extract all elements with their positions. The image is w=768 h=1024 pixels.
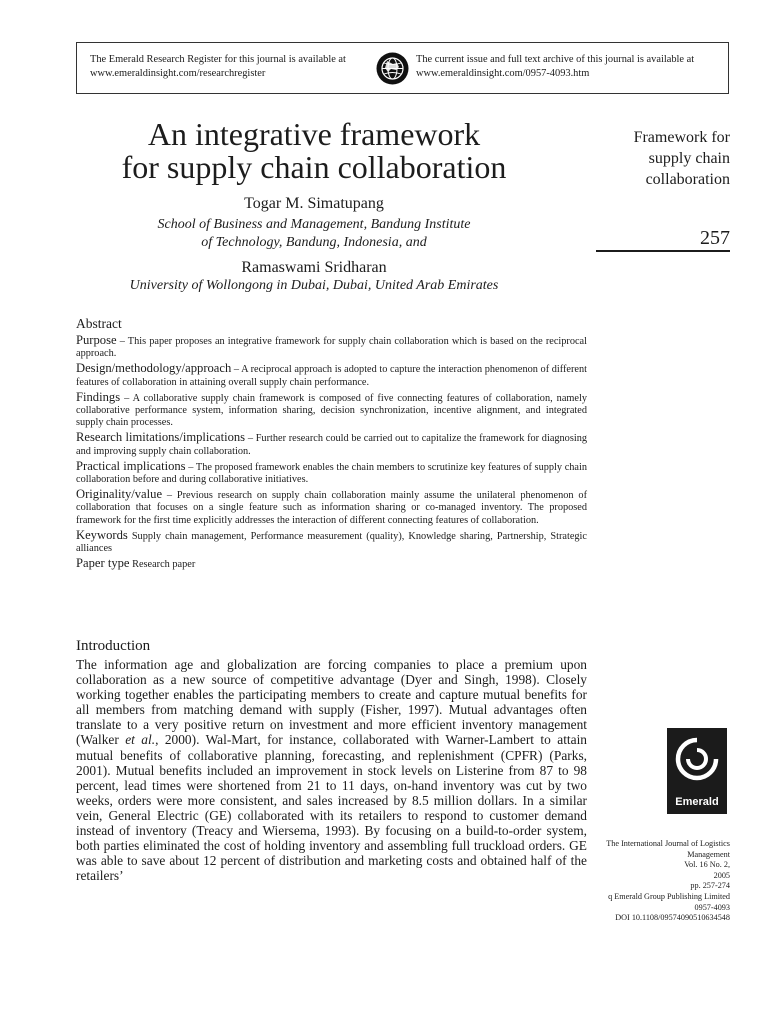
header-full-text-archive [416, 53, 694, 81]
journal-info-line: 0957-4093 [694, 902, 730, 912]
affiliation-line: School of Business and Management, Bandung Institute [157, 217, 471, 232]
abstract-item [76, 488, 587, 527]
emerald-logo [667, 728, 727, 814]
abstract-item [76, 334, 587, 360]
header-research-register [90, 53, 346, 81]
abstract-text: – This paper proposes an integrative framework for supply chain collaboration which is based on the reciprocal approach. [76, 336, 587, 360]
journal-info-line: 2005 [713, 870, 730, 880]
abstract-section [76, 316, 587, 573]
abstract-item [76, 362, 587, 388]
author-name: Togar M. Simatupang [244, 195, 384, 212]
abstract-item [76, 391, 587, 430]
introduction-heading: Introduction [76, 638, 151, 654]
running-head-rule [596, 250, 730, 252]
keywords [76, 529, 587, 555]
title-line2: for supply chain collaboration [121, 149, 507, 185]
paper-title [80, 118, 548, 184]
author-affiliation: University of Wollongong in Dubai, Dubai, United Arab Emirates [129, 278, 499, 293]
journal-info-line: q Emerald Group Publishing Limited [608, 891, 730, 901]
running-head-line: collaboration [645, 171, 730, 188]
title-line1: An integrative framework [147, 116, 481, 152]
author-name: Ramaswami Sridharan [241, 259, 387, 276]
abstract-item [76, 460, 587, 486]
header-box [76, 42, 729, 94]
emerald-logo-icon [667, 728, 727, 796]
running-head-line: supply chain [648, 150, 730, 167]
globe-icon [376, 52, 409, 85]
emerald-logo-text: Emerald [675, 796, 719, 808]
header-right-line2[interactable]: www.emeraldinsight.com/0957-4093.htm [416, 68, 590, 79]
running-head [590, 127, 730, 190]
body-text: The information age and globalization are forcing companies to place a premium upon collaboration as a new source of competitive advantage (Dyer and Singh, 1998). Closely working together enables the participating members to create and capture mutual benefits for all members from matching demand with supply (Fisher, 1997). Mutual advantages often translate to a very positive return on investment and more efficient inventory management (Walker [76, 657, 587, 748]
paper-type [76, 557, 587, 571]
page-number: 257 [700, 227, 730, 249]
body-text-italic: et al. [125, 732, 156, 748]
abstract-text: – A collaborative supply chain framework is composed of five connecting features of collaboration, namely collaborative performance system, information sharing, decision synchronization, incentive alignment, and integrated supply chain processes. [76, 392, 587, 429]
abstract-text: – A reciprocal approach is adopted to capture the interaction phenomenon of different features of collaboration in attaining overall supply chain performance. [76, 364, 587, 388]
body-text: , 2000). Wal-Mart, for instance, collaborated with Warner-Lambert to attain mutual benefits of collaborative planning, forecasting, and replenishment (CPFR) (Parks, 2001). Mutual benefits included an improvement in stock levels on Listerine from 87 to 98 percent, lead times were shortened from 21 to 11 days, on-hand inventory was cut by two weeks, orders were more consistent, and sales increased by 8.5 million dollars. In a similar vein, General Electric (GE) collaborated with its retailers to respond to customer demand instead of inventory (Treacy and Wiersema, 1993). By focusing on a build-to-order system, both parties eliminated the cost of holding inventory and assembling full truckload orders. GE was able to save about 12 percent of distribution and marketing costs and obtained half of the retailers’ [76, 732, 588, 884]
abstract-label: Originality/value [76, 487, 163, 502]
abstract-label: Keywords [76, 527, 128, 542]
abstract-label: Findings [76, 389, 121, 404]
abstract-label: Practical implications [76, 458, 186, 473]
introduction-paragraph [76, 657, 587, 883]
abstract-text: – Further research could be carried out to capitalize the framework for diagnosing and improving supply chain collaboration. [76, 433, 588, 457]
abstract-text: – The proposed framework enables the chain members to scrutinize key features of supply chain collaboration before and during collaborative initiatives. [76, 461, 587, 486]
journal-info [586, 839, 730, 924]
abstract-label: Design/methodology/approach [76, 361, 232, 376]
abstract-label: Purpose [76, 333, 117, 347]
running-head-line: Framework for [633, 129, 730, 146]
abstract-heading: Abstract [76, 316, 122, 331]
introduction-section [76, 637, 587, 883]
abstract-text: – Previous research on supply chain collaboration mainly assume the unilateral phenomenon of collaboration that focuses on a single feature such as information sharing or co-managed inventory. The proposed framework for the first time explicitly addresses the interaction of different connecting features of collaboration. [76, 490, 587, 526]
journal-info-line: The International Journal of Logistics [606, 839, 730, 848]
header-right-line1: The current issue and full text archive of this journal is available at [416, 54, 695, 65]
header-left-line2[interactable]: www.emeraldinsight.com/researchregister [90, 68, 266, 79]
abstract-text: Supply chain management, Performance measurement (quality), Knowledge sharing, Partnership, Strategic alliances [76, 530, 587, 555]
header-left-line1: The Emerald Research Register for this journal is available at [90, 54, 346, 65]
journal-info-line: DOI 10.1108/09574090510634548 [615, 913, 730, 923]
journal-info-line: pp. 257-274 [690, 881, 730, 891]
journal-info-line: Management [687, 849, 730, 859]
author-affiliation [80, 216, 548, 252]
abstract-label: Paper type [76, 556, 130, 571]
journal-info-line: Vol. 16 No. 2, [684, 860, 730, 870]
affiliation-line: of Technology, Bandung, Indonesia, and [201, 235, 427, 250]
abstract-item [76, 431, 587, 457]
abstract-text: Research paper [129, 559, 196, 571]
abstract-label: Research limitations/implications [76, 430, 246, 445]
